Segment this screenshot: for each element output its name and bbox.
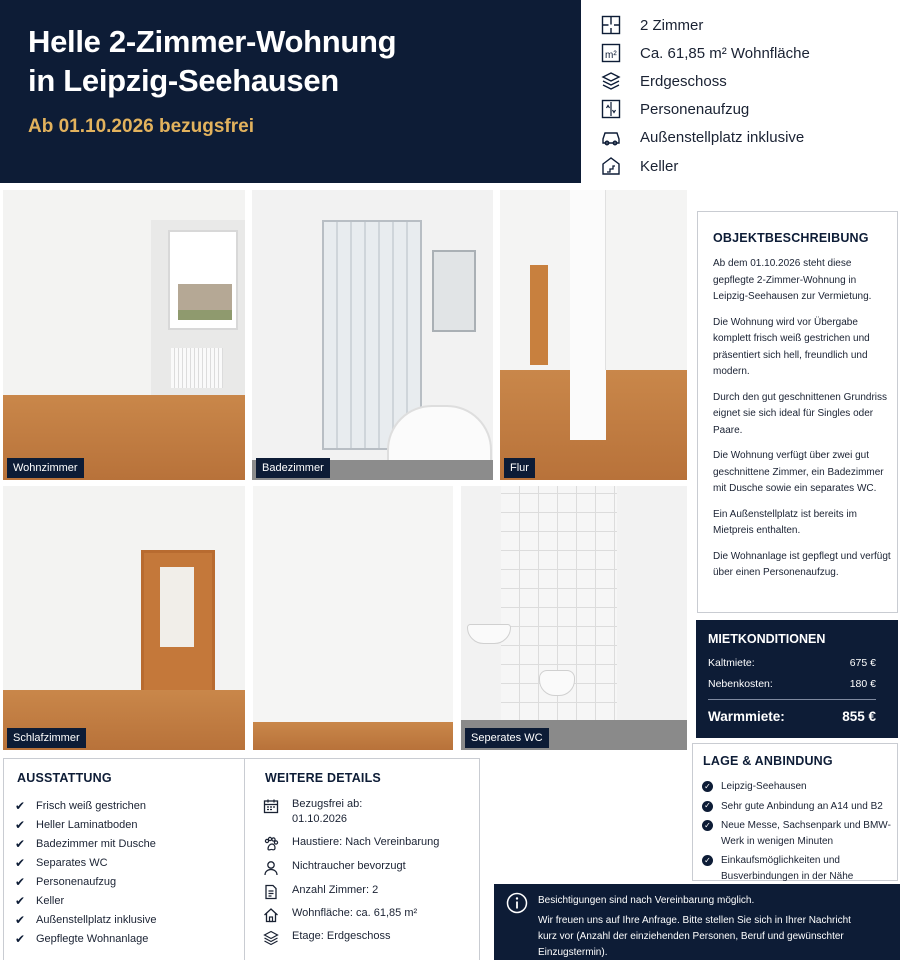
feature-elevator <box>600 96 749 122</box>
feature-area <box>600 40 810 66</box>
car-icon <box>600 126 622 148</box>
list-item-label: Außenstellplatz inklusive <box>36 913 157 926</box>
check-circle-icon: ✓ <box>702 781 713 792</box>
list-item <box>15 910 240 929</box>
check-circle-icon: ✓ <box>702 801 713 812</box>
lage-list <box>702 779 894 888</box>
square-meter-icon <box>600 42 622 64</box>
window <box>168 230 238 330</box>
details-list <box>262 797 477 957</box>
list-item-label: Badezimmer mit Dusche <box>36 837 156 850</box>
nebenkosten-value: 180 € <box>849 678 876 690</box>
list-item <box>702 818 894 849</box>
calendar-icon <box>262 797 280 815</box>
radiator <box>171 348 223 388</box>
list-item <box>702 853 894 884</box>
list-item-label: Keller <box>36 894 65 907</box>
page-title-line2: in Leipzig-Seehausen <box>28 63 339 98</box>
list-item <box>15 853 240 872</box>
door <box>141 550 215 696</box>
list-item <box>15 815 240 834</box>
list-item <box>702 779 894 795</box>
check-icon: ✔ <box>15 836 26 851</box>
kaltmiete-label: Kaltmiete: <box>708 657 755 669</box>
info-text: Einzugstermin). <box>538 947 608 958</box>
list-item-label: Neue Messe, Sachsenpark und BMW-Werk in wenigen Minuten <box>721 820 891 847</box>
photo-caption: Wohnzimmer <box>7 458 84 478</box>
list-item <box>15 891 240 910</box>
photo-flur <box>500 190 687 480</box>
check-icon: ✔ <box>15 855 26 870</box>
check-icon: ✔ <box>15 798 26 813</box>
detail-text: 01.10.2026 <box>292 813 348 825</box>
section-heading: WEITERE DETAILS <box>265 771 381 785</box>
detail-item <box>262 929 390 947</box>
feature-floor <box>600 68 727 94</box>
photo-caption: Flur <box>504 458 535 478</box>
list-item-label: Frisch weiß gestrichen <box>36 799 147 812</box>
check-icon: ✔ <box>15 931 26 946</box>
layers-icon <box>262 929 280 947</box>
door <box>530 265 548 365</box>
list-item-label: Personenaufzug <box>36 875 117 888</box>
section-heading: AUSSTATTUNG <box>17 771 112 785</box>
detail-item <box>262 906 417 924</box>
description-paragraph: Die Wohnung verfügt über zwei gut geschnittene Zimmer, ein Badezimmer mit Dusche sowie ein separates WC. <box>713 450 884 494</box>
list-item <box>15 929 240 948</box>
divider <box>244 759 245 960</box>
paw-icon <box>262 835 280 853</box>
feature-basement <box>600 153 678 179</box>
photo-caption: Schlafzimmer <box>7 728 86 748</box>
description-paragraph: Ab dem 01.10.2026 steht diese gepflegte 2-Zimmer-Wohnung in Leipzig-Seehausen zur Vermietung. <box>713 258 872 302</box>
list-item-label: Heller Laminatboden <box>36 818 138 831</box>
feature-label: 2 Zimmer <box>640 16 704 34</box>
nebenkosten-label: Nebenkosten: <box>708 678 773 690</box>
list-item <box>702 799 894 815</box>
photo-badezimmer <box>252 190 493 480</box>
layers-icon <box>600 70 622 92</box>
objektbeschreibung-panel <box>697 211 898 613</box>
kaltmiete-row <box>708 657 876 669</box>
list-item-label: Separates WC <box>36 856 108 869</box>
feature-parking <box>600 124 804 150</box>
info-icon <box>506 892 528 914</box>
detail-text: Anzahl Zimmer: 2 <box>292 884 379 896</box>
description-paragraph: Ein Außenstellplatz ist bereits im Mietpreis enthalten. <box>713 508 857 536</box>
floorplan-icon <box>600 14 622 36</box>
photo-wohnzimmer <box>3 190 245 480</box>
house-icon <box>262 906 280 924</box>
bottom-panel <box>3 758 480 960</box>
detail-text: Wohnfläche: ca. 61,85 m² <box>292 907 418 919</box>
availability-subtitle: Ab 01.10.2026 bezugsfrei <box>28 116 254 137</box>
divider <box>708 699 876 700</box>
list-item-label: Sehr gute Anbindung an A14 und B2 <box>721 800 883 812</box>
check-circle-icon: ✓ <box>702 820 713 831</box>
check-icon: ✔ <box>15 874 26 889</box>
page-title-line1: Helle 2-Zimmer-Wohnung <box>28 24 397 59</box>
list-item-label: Einkaufsmöglichkeiten und Busverbindungen in der Nähe <box>721 855 854 882</box>
check-icon: ✔ <box>15 817 26 832</box>
photo-schlafzimmer <box>3 486 245 750</box>
list-item-label: Leipzig-Seehausen <box>721 781 807 792</box>
check-icon: ✔ <box>15 912 26 927</box>
list-item <box>15 872 240 891</box>
warmmiete-row <box>708 709 876 724</box>
detail-text: Etage: Erdgeschoss <box>292 930 391 942</box>
feature-label: Ca. 61,85 m² Wohnfläche <box>640 44 810 62</box>
description-paragraph: Die Wohnung wird vor Übergabe komplett frisch weiß gestrichen und präsentiert sich hell, freundlich und modern. <box>713 316 870 377</box>
photo-caption: Badezimmer <box>256 458 330 478</box>
nebenkosten-row <box>708 678 876 690</box>
detail-text: Nichtraucher bevorzugt <box>292 860 406 872</box>
viewing-info-panel <box>494 884 900 960</box>
section-heading: LAGE & ANBINDUNG <box>703 754 833 768</box>
warmmiete-label: Warmmiete: <box>708 709 785 724</box>
svg-text:m²: m² <box>605 50 617 61</box>
document-icon <box>262 883 280 901</box>
check-circle-icon: ✓ <box>702 855 713 866</box>
lage-panel <box>692 743 898 881</box>
description-paragraph: Die Wohnanlage ist gepflegt und verfügt über einen Personenaufzug. <box>713 550 891 578</box>
person-icon <box>262 859 280 877</box>
detail-item <box>262 835 439 853</box>
header-banner <box>0 0 581 183</box>
list-item <box>15 796 240 815</box>
feature-label: Personenaufzug <box>640 100 750 118</box>
ausstattung-list <box>15 796 240 948</box>
section-heading: OBJEKTBESCHREIBUNG <box>713 231 869 245</box>
info-text: Wir freuen uns auf Ihre Anfrage. Bitte stellen Sie sich in Ihrer Nachricht <box>538 915 851 926</box>
warmmiete-value: 855 € <box>842 709 876 724</box>
feature-label: Keller <box>640 157 679 175</box>
list-item-label: Gepflegte Wohnanlage <box>36 932 149 945</box>
photo-room <box>253 486 453 750</box>
photo-caption: Seperates WC <box>465 728 549 748</box>
mietkonditionen-panel <box>696 620 898 738</box>
detail-item <box>262 883 378 901</box>
basement-icon <box>600 155 622 177</box>
description-paragraph: Durch den gut geschnittenen Grundriss eignet sie sich ideal für Singles oder Paare. <box>713 391 887 436</box>
feature-label: Erdgeschoss <box>640 72 727 90</box>
photo-seperates-wc <box>461 486 687 750</box>
feature-label: Außenstellplatz inklusive <box>640 128 805 146</box>
detail-item <box>262 859 406 877</box>
info-text: kurz vor (Anzahl der einziehenden Personen, Beruf und gewünschter <box>538 931 844 942</box>
kaltmiete-value: 675 € <box>849 657 876 669</box>
list-item <box>15 834 240 853</box>
section-heading: MIETKONDITIONEN <box>708 632 826 646</box>
info-text: Besichtigungen sind nach Vereinbarung möglich. <box>538 895 755 906</box>
mirror <box>432 250 476 332</box>
detail-text: Bezugsfrei ab: <box>292 798 363 810</box>
description-text <box>713 256 891 591</box>
detail-text: Haustiere: Nach Vereinbarung <box>292 836 440 848</box>
feature-rooms <box>600 12 703 38</box>
elevator-icon <box>600 98 622 120</box>
detail-item <box>262 797 362 827</box>
check-icon: ✔ <box>15 893 26 908</box>
